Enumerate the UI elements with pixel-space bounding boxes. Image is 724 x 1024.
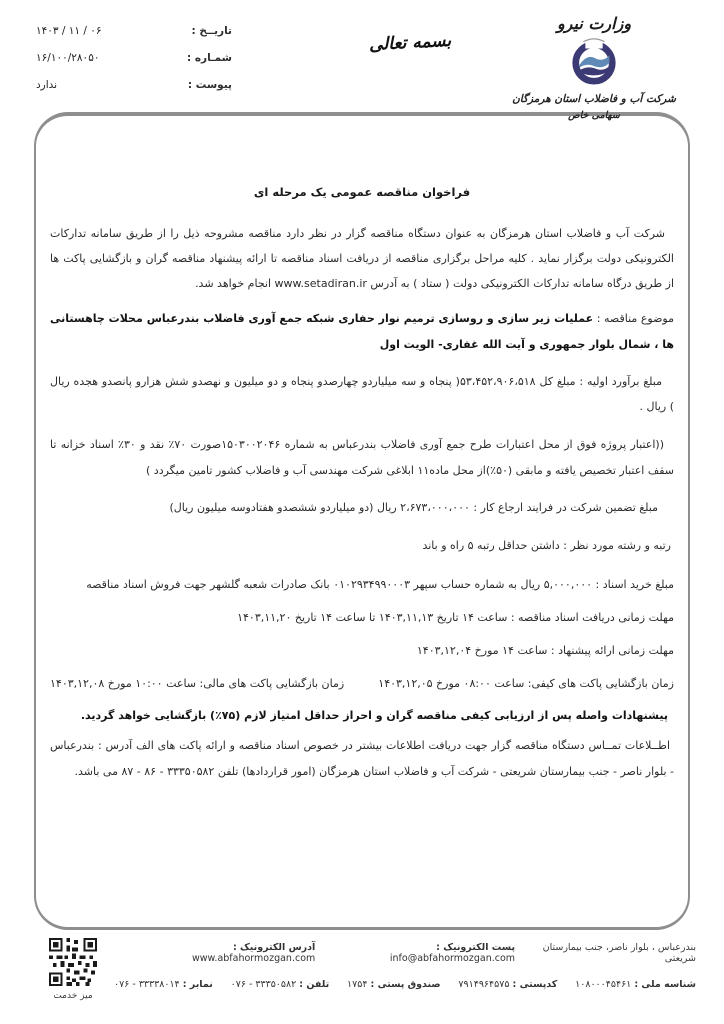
footer-row-numbers: [114, 979, 696, 990]
footer-fax: نمابر : ۳۳۳۳۸۰۱۴ - ۰۷۶: [114, 979, 213, 990]
number-value: ۱۶/۱۰۰/۲۸۰۵۰: [36, 52, 100, 64]
number-row: [36, 52, 232, 79]
envelope-opening-times: [50, 671, 674, 696]
ministry-title: وزارت نیرو: [556, 14, 632, 33]
service-desk-qr-block: [44, 938, 102, 1001]
footer-postal-code: کدپستی : ۷۹۱۴۹۶۴۵۷۵: [458, 979, 558, 990]
credit-source: ((اعتبار پروژه فوق از محل اعتبارات طرح جمع آوری فاضلاب بندرعباس به شماره ۱۵۰۳۰۰۲۰۴۶صورت ۷۰٪ نقد و ۳۰٪ اسناد خزانه تا سقف اعتبار تخصیص یافته و مابقی (۵۰٪)از محل ماده۱۱ ابلاغی شرکت مهندسی آب و فاضلاب کشور تامین میگردد ): [50, 438, 674, 477]
tender-subject-label: موضوع مناقصه :: [596, 312, 675, 325]
company-type: سهامی خاص: [568, 110, 620, 121]
tender-title: فراخوان مناقصه عمومی یک مرحله ای: [253, 185, 471, 199]
water-company-logo-icon: [569, 36, 619, 86]
required-rank: رتبه و رشته مورد نظر : داشتن حداقل رتبه ۵ راه و باند: [422, 539, 671, 552]
estimate-amount: مبلغ برآورد اولیه : مبلغ کل ۵۳،۴۵۲،۹۰۶،۵۱۸( پنجاه و سه میلیاردو چهارصدو پنجاه و دو میلیون و نهصدو شش هزارو پانصدو هجده ریال ) ریال .: [50, 375, 674, 413]
document-frame: [34, 112, 690, 930]
footer-address: بندرعباس ، بلوار ناصر، جنب بیمارستان شریعتی: [542, 942, 696, 964]
date-label: تاریــخ :: [191, 25, 232, 37]
date-value: ۱۴۰۳ / ۱۱ / ۰۶: [36, 25, 102, 37]
guarantee-amount: مبلغ تضمین شرکت در فرایند ارجاع کار : ۲،۶۷۳،۰۰۰،۰۰۰ ریال (دو میلیاردو ششصدو هفتادوسه میلیون ریال): [169, 501, 658, 514]
letter-body: [36, 116, 688, 785]
footer-phone: تلفن : ۳۳۳۵۰۵۸۲ - ۰۷۶: [230, 979, 330, 990]
attachment-label: پیوست :: [187, 79, 232, 91]
financial-envelopes-opening: زمان بازگشایی پاکت های مالی: ساعت ۱۰:۰۰ مورخ ۱۴۰۳,۱۲,۰۸: [50, 677, 345, 690]
company-name: شرکت آب و فاضلاب استان هرمزگان: [506, 91, 682, 108]
tender-subject: [50, 306, 674, 358]
attachment-row: [36, 79, 232, 106]
proposal-deadline: مهلت زمانی ارائه پیشنهاد : ساعت ۱۴ مورخ ۱۴۰۳,۱۲,۰۴: [416, 644, 674, 657]
footer-row-address: [114, 942, 696, 964]
tender-subject-text: عملیات زیر سازی و روسازی ترمیم نوار حفاری شبکه جمع آوری فاضلاب بندرعباس محلات چاهستانی ها ، شمال بلوار جمهوری و آیت الله غفاری- الویت اول: [50, 312, 674, 351]
besmele-calligraphy: بسمه تعالی: [368, 30, 452, 56]
contact-info-paragraph: اطــلاعات تمــاس دستگاه مناقصه گزار جهت دریافت اطلاعات بیشتر در خصوص اسناد مناقصه و ارائه پاکت های الف آدرس : بندرعباس - بلوار ناصر - جنب بیمارستان شریعتی - شرکت آب و فاضلاب استان هرمزگان (امور قراردادها) تلفن ۳۳۳۵۰۵۸۲ - ۸۶ - ۸۷ می باشد.: [50, 739, 674, 778]
footer-contact-strip: [114, 942, 696, 990]
evaluation-note: پیشنهادات واصله پس از ارزیابی کیفی مناقصه گران و احراز حداقل امتیاز لازم (۷۵٪) بازگشایی خواهد گردید.: [80, 709, 668, 722]
qr-caption: میز خدمت: [53, 991, 93, 1001]
document-purchase-price: مبلغ خرید اسناد : ۵,۰۰۰,۰۰۰ ریال به شماره حساب سپهر ۰۱۰۲۹۳۴۹۹۰۰۰۳ بانک صادرات شعبه گلشهر جهت فروش اسناد مناقصه: [86, 578, 674, 591]
footer-email: پست الکترونیک : info@abfahormozgan.com: [389, 942, 516, 964]
letterhead-brand: [492, 14, 696, 121]
attachment-value: ندارد: [36, 79, 58, 91]
footer-website: آدرس الکترونیک : www.abfahormozgan.com: [191, 942, 316, 964]
intro-paragraph: شرکت آب و فاضلاب استان هرمزگان به عنوان دستگاه مناقصه گزار در نظر دارد مناقصه مشروحه ذیل را از طریق سامانه تدارکات الکترونیکی دولت برگزار نماید . کلیه مراحل برگزاری مناقصه از دریافت اسناد مناقصه تا ارائه پیشنهاد مناقصه گران و بازگشایی پاکت ها از طریق درگاه سامانه تدارکات الکترونیکی دولت ( ستاد ) به آدرس www.setadiran.ir انجام خواهد شد.: [50, 227, 674, 290]
footer-national-id: شناسه ملی : ۱۰۸۰۰۰۴۵۴۶۱: [575, 979, 696, 990]
letterhead-fields: [36, 25, 232, 106]
qr-code-icon: [49, 938, 97, 986]
date-row: [36, 25, 232, 52]
quality-envelopes-opening: زمان بازگشایی پاکت های کیفی: ساعت ۰۸:۰۰ مورخ ۱۴۰۳,۱۲,۰۵: [378, 677, 674, 690]
footer-po-box: صندوق پستی : ۱۷۵۴: [347, 979, 441, 990]
number-label: شمـاره :: [187, 52, 232, 64]
docs-receipt-deadline: مهلت زمانی دریافت اسناد مناقصه : ساعت ۱۴ تاریخ ۱۴۰۳,۱۱,۱۳ تا ساعت ۱۴ تاریخ ۱۴۰۳,۱۱,۲۰: [237, 611, 674, 624]
